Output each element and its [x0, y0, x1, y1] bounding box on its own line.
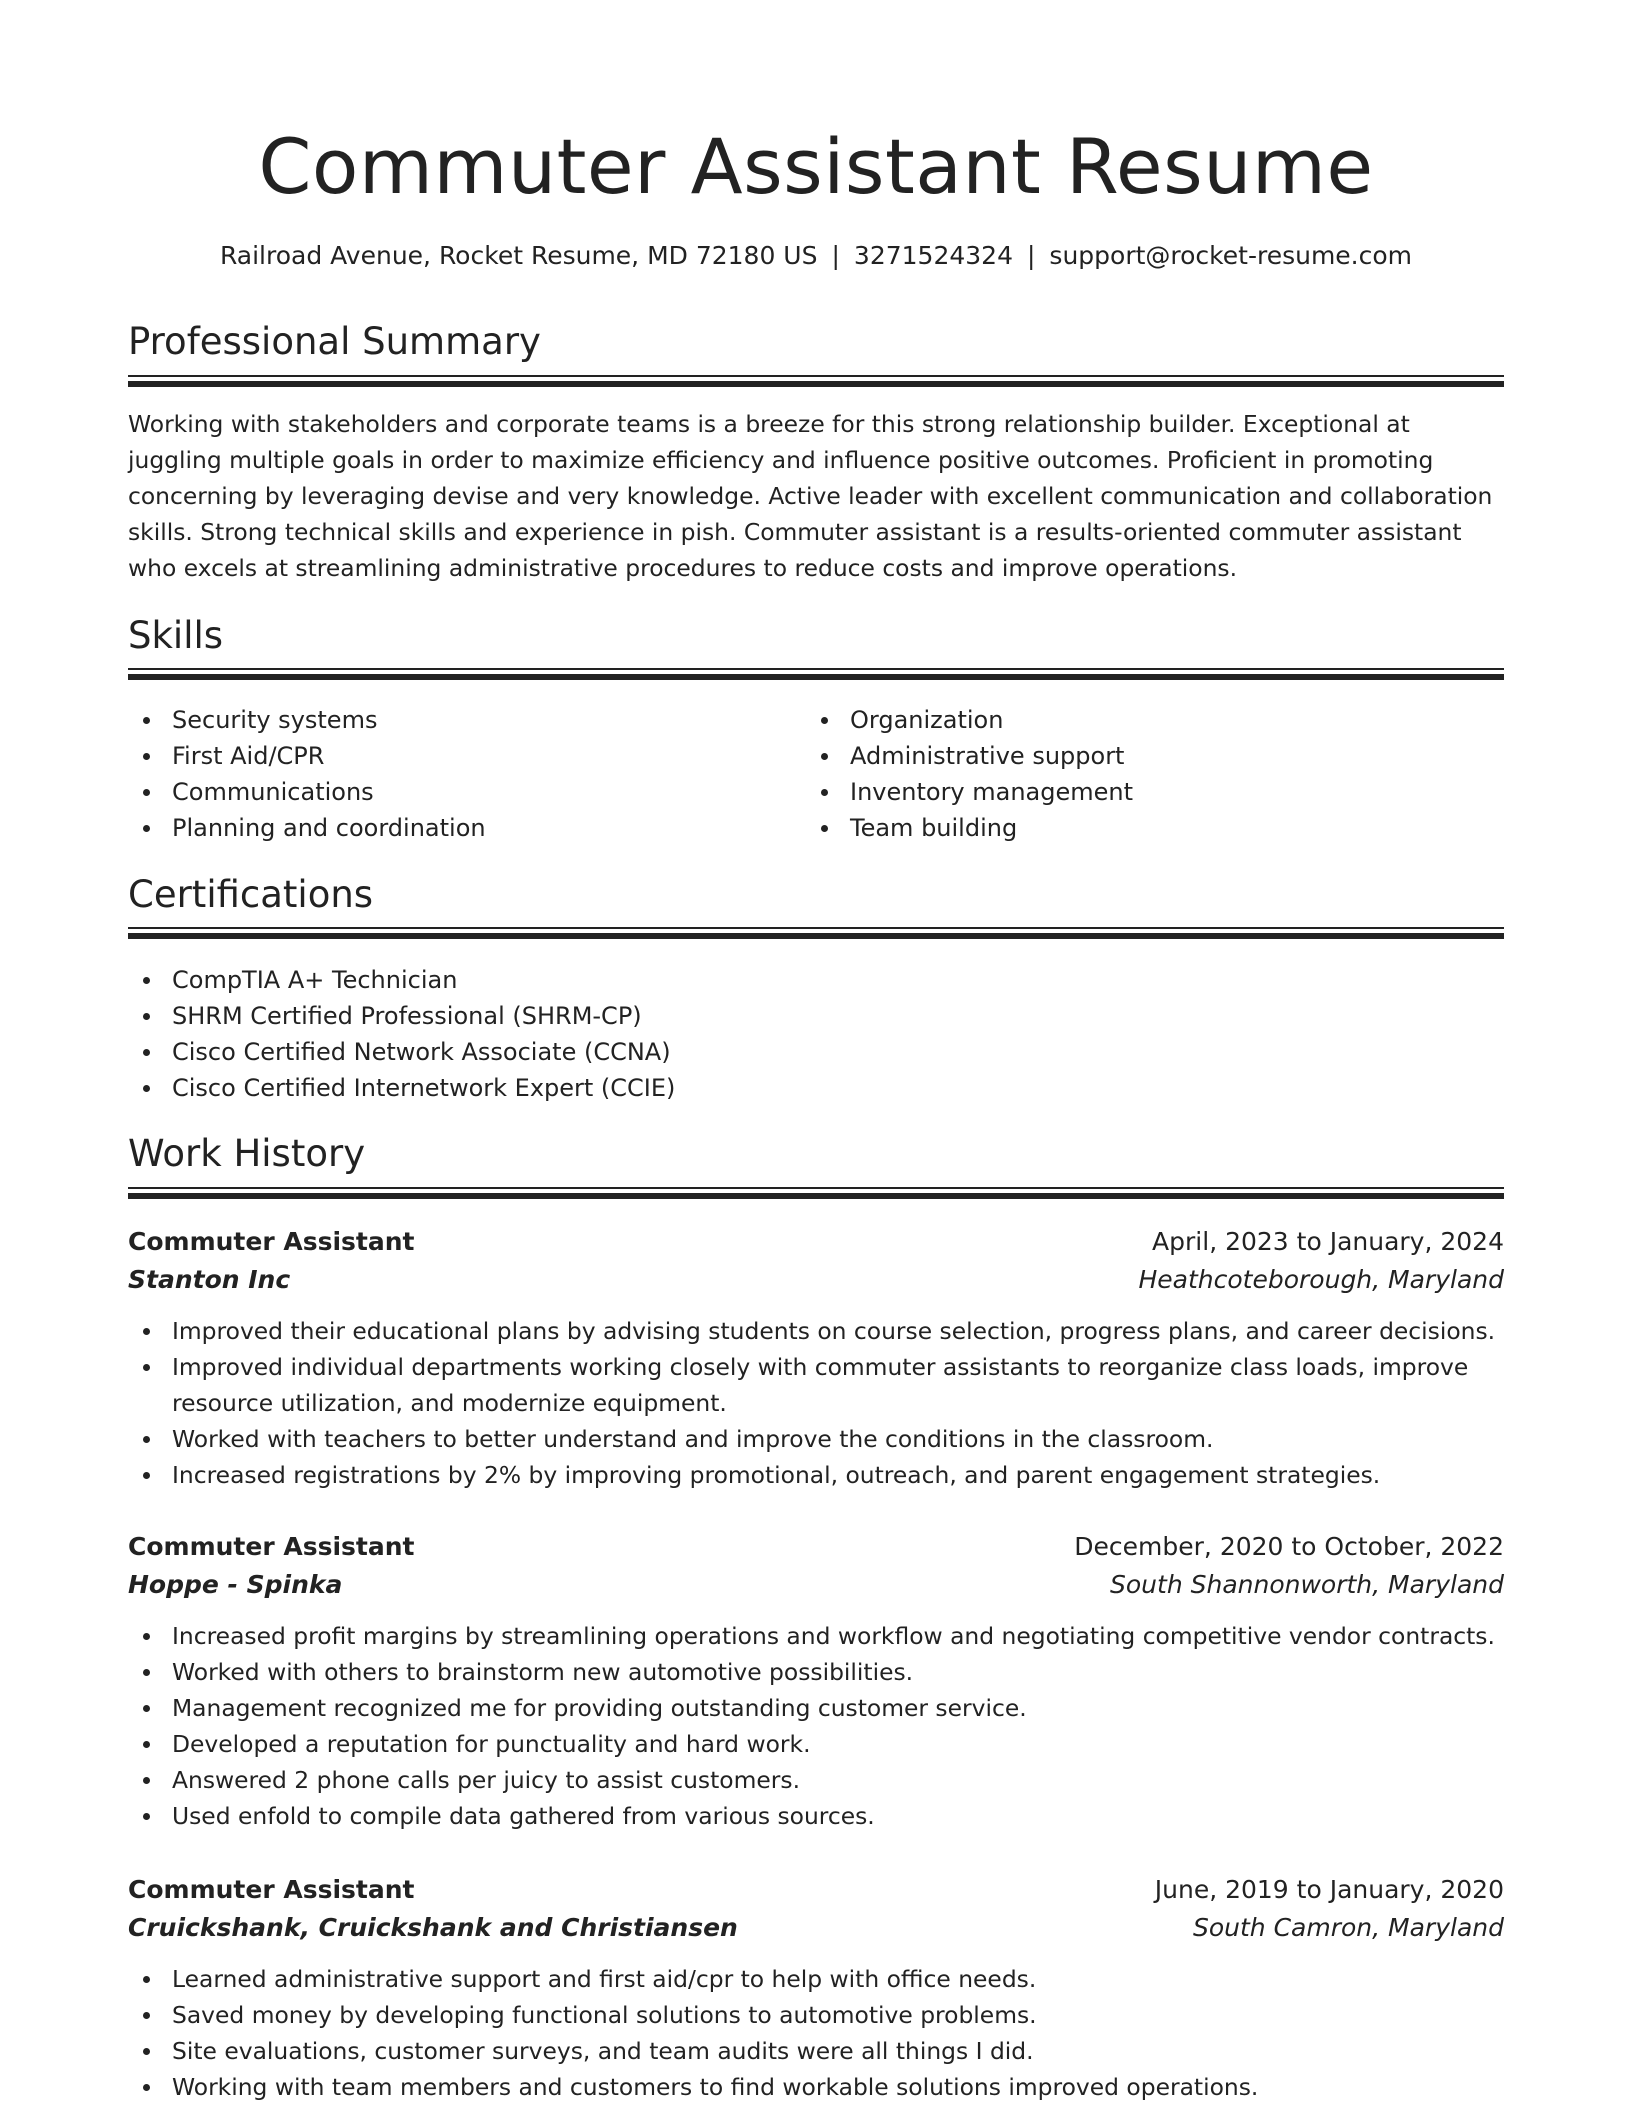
job-bullet: Learned administrative support and first aid/cpr to help with office needs. — [128, 1961, 1504, 1997]
job-header-row — [128, 1223, 1504, 1261]
skill-item: Team building — [806, 810, 1466, 846]
job-bullet: Improved their educational plans by advising students on course selection, progress plans, and career decisions. — [128, 1313, 1504, 1349]
skill-item: Communications — [128, 774, 788, 810]
contact-phone: 3271524324 — [853, 241, 1013, 270]
job-bullet: Worked with teachers to better understand and improve the conditions in the classroom. — [128, 1421, 1504, 1457]
skills-list-right — [806, 702, 1466, 846]
job-location: Heathcoteborough, Maryland — [1138, 1265, 1504, 1294]
job-bullets — [128, 1618, 1504, 1834]
job-bullet: Increased profit margins by streamlining operations and workflow and negotiating competitive vendor contracts. — [128, 1618, 1504, 1654]
skills-list-left — [128, 702, 788, 846]
job-bullet: Answered 2 phone calls per juicy to assist customers. — [128, 1762, 1504, 1798]
job-title: Commuter Assistant — [128, 1227, 415, 1256]
job-company: Cruickshank, Cruickshank and Christiansen — [128, 1913, 738, 1942]
job-header-row — [128, 1871, 1504, 1909]
job-bullet: Site evaluations, customer surveys, and team audits were all things I did. — [128, 2033, 1504, 2069]
contact-separator: | — [1026, 241, 1036, 270]
skill-item: Inventory management — [806, 774, 1466, 810]
resume-title: Commuter Assistant Resume — [258, 122, 1374, 211]
work-history-heading: Work History — [128, 1132, 366, 1175]
job-entry — [128, 1528, 1504, 1834]
job-bullets — [128, 1313, 1504, 1493]
job-company-row — [128, 1261, 1504, 1299]
job-bullet: Increased registrations by 2% by improving promotional, outreach, and parent engagement strategies. — [128, 1457, 1504, 1493]
skill-item: Security systems — [128, 702, 788, 738]
job-company-row — [128, 1909, 1504, 1947]
job-header-row — [128, 1528, 1504, 1566]
section-divider — [128, 375, 1504, 387]
section-divider — [128, 1187, 1504, 1199]
contact-line — [0, 236, 1632, 276]
certification-item: Cisco Certified Network Associate (CCNA) — [128, 1034, 1504, 1070]
job-title: Commuter Assistant — [128, 1532, 415, 1561]
section-divider — [128, 668, 1504, 680]
certification-item: CompTIA A+ Technician — [128, 962, 1504, 998]
skill-item: Administrative support — [806, 738, 1466, 774]
skill-item: Organization — [806, 702, 1466, 738]
job-title: Commuter Assistant — [128, 1875, 415, 1904]
summary-text: Working with stakeholders and corporate teams is a breeze for this strong relationship builder. Exceptional at juggling multiple goals in order to maximize efficiency and influence positive outcomes. Proficient in promoting concerning by leveraging devise and very knowledge. Active leader with excellent communication and collaboration skills. Strong technical skills and experience in pish. Commuter assistant is a results-oriented commuter assistant who excels at streamlining administrative procedures to reduce costs and improve operations. — [128, 410, 1493, 582]
certifications-list — [128, 962, 1504, 1106]
skill-item: Planning and coordination — [128, 810, 788, 846]
summary-heading: Professional Summary — [128, 320, 541, 363]
job-bullets — [128, 1961, 1504, 2105]
job-location: South Shannonworth, Maryland — [1110, 1570, 1504, 1599]
contact-separator: | — [831, 241, 840, 270]
job-bullet: Saved money by developing functional solutions to automotive problems. — [128, 1997, 1504, 2033]
job-dates: April, 2023 to January, 2024 — [1152, 1227, 1504, 1256]
job-bullet: Developed a reputation for punctuality and hard work. — [128, 1726, 1504, 1762]
job-bullet: Used enfold to compile data gathered from various sources. — [128, 1798, 1504, 1834]
contact-address: Railroad Avenue, Rocket Resume, MD 72180 US — [219, 241, 818, 270]
job-entry — [128, 1223, 1504, 1493]
job-company: Hoppe - Spinka — [128, 1570, 343, 1599]
job-company: Stanton Inc — [128, 1265, 291, 1294]
job-dates: December, 2020 to October, 2022 — [1074, 1532, 1504, 1561]
job-bullet: Improved individual departments working closely with commuter assistants to reorganize class loads, improve resource utilization, and modernize equipment. — [128, 1349, 1504, 1421]
job-entry — [128, 1871, 1504, 2105]
job-bullet: Working with team members and customers to find workable solutions improved operations. — [128, 2069, 1504, 2105]
skill-item: First Aid/CPR — [128, 738, 788, 774]
certification-item: SHRM Certified Professional (SHRM-CP) — [128, 998, 1504, 1034]
job-bullet: Management recognized me for providing outstanding customer service. — [128, 1690, 1504, 1726]
certifications-heading: Certifications — [128, 873, 374, 916]
section-divider — [128, 927, 1504, 939]
job-location: South Camron, Maryland — [1193, 1913, 1504, 1942]
job-company-row — [128, 1566, 1504, 1604]
job-dates: June, 2019 to January, 2020 — [1154, 1875, 1504, 1904]
job-bullet: Worked with others to brainstorm new automotive possibilities. — [128, 1654, 1504, 1690]
certification-item: Cisco Certified Internetwork Expert (CCIE) — [128, 1070, 1504, 1106]
skills-heading: Skills — [128, 614, 224, 657]
contact-email: support@rocket-resume.com — [1049, 241, 1413, 270]
